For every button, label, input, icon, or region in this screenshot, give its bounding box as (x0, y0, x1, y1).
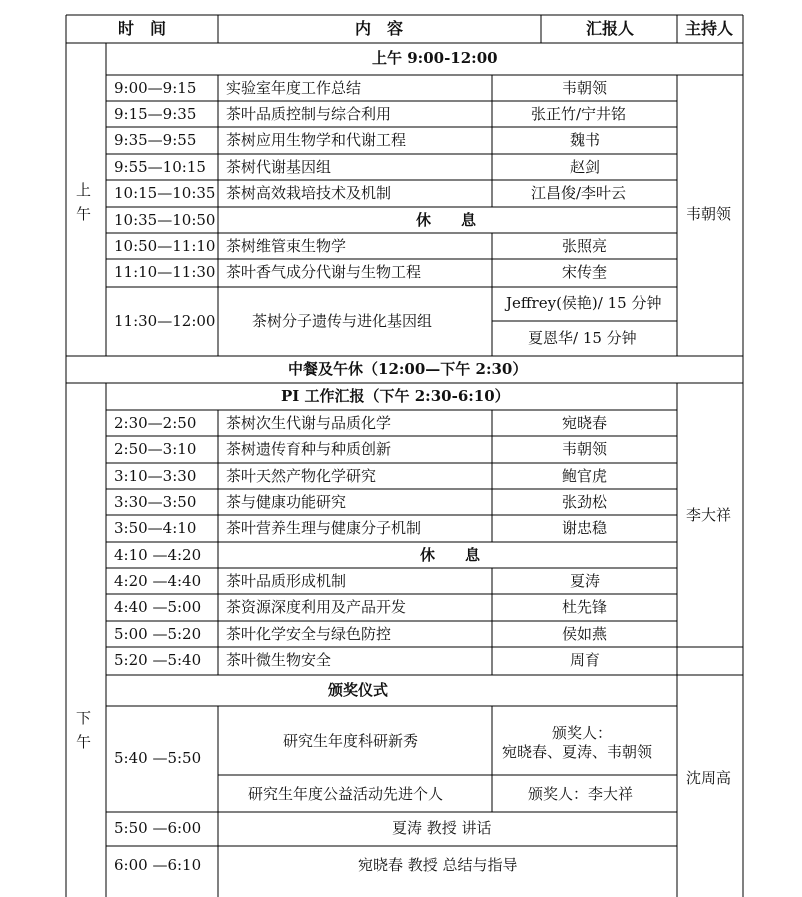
am-row-reporter: 赵剑 (570, 158, 601, 176)
speech-time: 5:50 —6:00 (114, 819, 202, 837)
pm-row-time: 4:20 —4:40 (114, 572, 202, 590)
award-presenter-label: 颁奖人： (552, 724, 613, 742)
am-host: 韦朝领 (686, 205, 732, 223)
pm-row-time: 3:10—3:30 (114, 467, 197, 485)
pm-row-time: 4:40 —5:00 (114, 598, 202, 616)
summary-time: 6:00 —6:10 (114, 856, 202, 874)
header-time: 时 间 (118, 19, 167, 38)
pm-row-time: 3:50—4:10 (114, 519, 197, 537)
pm-host: 李大祥 (686, 506, 732, 524)
pm-title: PI 工作汇报（下午 2:30-6:10） (281, 387, 510, 405)
header-host: 主持人 (685, 19, 734, 38)
am-row-reporter: 张照亮 (562, 237, 608, 255)
pm-row-reporter: 周育 (570, 651, 601, 669)
award-presenter-names: 宛晓春、夏涛、韦朝领 (502, 743, 653, 761)
pm-row-topic: 茶叶营养生理与健康分子机制 (226, 519, 422, 537)
pm-row-topic: 茶树遗传育种与种质创新 (226, 440, 392, 458)
award-title: 颁奖仪式 (328, 681, 389, 699)
award-item-public-welfare: 研究生年度公益活动先进个人 (248, 785, 444, 803)
am-row-reporter: 韦朝领 (562, 79, 608, 97)
am-period-label: 上午 (76, 181, 92, 223)
speech: 夏涛 教授 讲话 (392, 819, 492, 837)
pm-row-time: 2:50—3:10 (114, 440, 197, 458)
am-row-topic: 茶叶香气成分代谢与生物工程 (226, 263, 422, 281)
am-row-time: 9:15—9:35 (114, 105, 197, 123)
header-content: 内 容 (355, 19, 404, 38)
pm-row-time: 5:20 —5:40 (114, 651, 202, 669)
pm-row-topic: 茶叶微生物安全 (226, 651, 332, 669)
am-row-topic: 实验室年度工作总结 (226, 79, 362, 97)
pm-row-topic: 茶叶化学安全与绿色防控 (226, 625, 392, 643)
am-row-time: 10:50—11:10 (114, 237, 216, 255)
pm-row-topic: 茶叶品质形成机制 (226, 572, 347, 590)
am-row-reporter-2: 夏恩华/ 15 分钟 (528, 329, 637, 347)
am-row-topic: 茶树代谢基因组 (226, 158, 332, 176)
am-row-reporter: 江昌俊/李叶云 (531, 184, 627, 202)
am-row-time: 9:00—9:15 (114, 79, 197, 97)
am-row-reporter: 张正竹/宁井铭 (531, 105, 627, 123)
award-host: 沈周高 (686, 769, 732, 787)
pm-row-reporter: 夏涛 (570, 572, 601, 590)
am-break-label: 休 息 (416, 211, 477, 229)
am-row-reporter: 宋传奎 (562, 263, 608, 281)
pm-row-time: 5:00 —5:20 (114, 625, 202, 643)
pm-row-topic: 茶叶天然产物化学研究 (226, 467, 377, 485)
summary: 宛晓春 教授 总结与指导 (358, 856, 518, 874)
am-row-time: 11:30—12:00 (114, 312, 216, 330)
pm-row-time: 3:30—3:50 (114, 493, 197, 511)
pm-break-time: 4:10 —4:20 (114, 546, 202, 564)
award-item-research: 研究生年度科研新秀 (283, 732, 419, 750)
pm-row-reporter: 鲍官虎 (562, 467, 608, 485)
lunch-break: 中餐及午休（12:00—下午 2:30） (288, 360, 528, 378)
am-row-time: 11:10—11:30 (114, 263, 216, 281)
am-break-time: 10:35—10:50 (114, 211, 216, 229)
am-row-reporter: Jeffrey(侯艳)/ 15 分钟 (506, 294, 662, 312)
award-time: 5:40 —5:50 (114, 749, 202, 767)
am-row-topic: 茶树维管束生物学 (226, 237, 347, 255)
pm-row-topic: 茶资源深度利用及产品开发 (226, 598, 407, 616)
pm-row-reporter: 杜先锋 (562, 598, 608, 616)
pm-row-reporter: 谢忠稳 (562, 519, 608, 537)
am-row-topic: 茶叶品质控制与综合利用 (226, 105, 392, 123)
pm-period-label: 下午 (76, 709, 92, 751)
pm-row-topic: 茶与健康功能研究 (226, 493, 347, 511)
am-row-topic: 茶树分子遗传与进化基因组 (252, 312, 433, 330)
pm-row-time: 2:30—2:50 (114, 414, 197, 432)
am-row-topic: 茶树应用生物学和代谢工程 (226, 131, 407, 149)
pm-break-label: 休 息 (420, 546, 481, 564)
pm-row-reporter: 宛晓春 (562, 414, 608, 432)
am-row-topic: 茶树高效栽培技术及机制 (226, 184, 392, 202)
award-presenter-2: 颁奖人：李大祥 (528, 785, 634, 803)
am-row-reporter: 魏书 (570, 131, 601, 149)
am-row-time: 9:55—10:15 (114, 158, 206, 176)
pm-row-topic: 茶树次生代谢与品质化学 (226, 414, 392, 432)
pm-row-reporter: 张劲松 (562, 493, 608, 511)
am-title: 上午 9:00-12:00 (372, 49, 498, 67)
am-row-time: 10:15—10:35 (114, 184, 216, 202)
am-row-time: 9:35—9:55 (114, 131, 197, 149)
pm-row-reporter: 侯如燕 (562, 625, 608, 643)
header-reporter: 汇报人 (586, 19, 635, 38)
pm-row-reporter: 韦朝领 (562, 440, 608, 458)
